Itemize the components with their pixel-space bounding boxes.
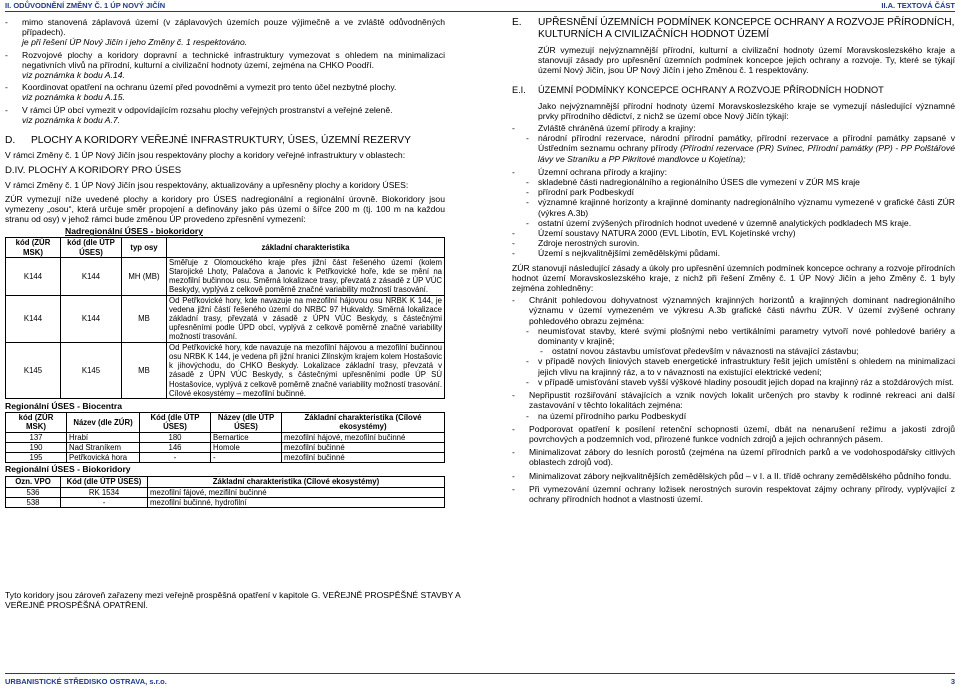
list-item-text: Územní ochrana přírody a krajiny:: [538, 166, 667, 177]
table-cell: 195: [6, 452, 67, 462]
table-row: [6, 257, 445, 295]
list-item: - Minimalizovat zábory nejkvalitnějších zemědělských půd – v I. a II. třídě ochrany zemědělského půdního fondu.: [512, 470, 952, 481]
note: je při řešení ÚP Nový Jičín i jeho Změny č. 1 respektováno.: [22, 37, 248, 48]
list-item-text: Chránit pohledovou dohyvatnost významných krajinných horizontů a krajinných dominant nadregionálního významu v území vymezeném ve výkresu A.3b grafické části návrhu ZÚR. V území zvýšené ochrany pohledového obrazu zejména:: [529, 295, 955, 326]
table-title: Nadregionální ÚSES - biokoridory: [65, 226, 203, 237]
section-number: D.: [5, 135, 16, 147]
footer-rule: [5, 673, 955, 674]
list-item-text: Rozvojové plochy a koridory dopravní a technické infrastruktury vymezovat s ohledem na minimalizaci negativních vlivů na přírodní, kulturní a civilizační hodnoty území, zejména na CHKO Poodří.: [22, 49, 445, 70]
table-cell: K144: [6, 257, 61, 295]
left-column: [5, 17, 445, 508]
list-subitem: - v případě umisťování staveb vyšší výškové hladiny posoudit jejich dopad na krajinný ráz a stoždárových míst.: [526, 376, 954, 387]
table-cell: 146: [140, 442, 211, 452]
footer-company: URBANISTICKÉ STŘEDISKO OSTRAVA, s.r.o.: [5, 677, 167, 686]
table-cell: Petřkovická hora: [67, 452, 140, 462]
list-item-text: Minimalizovat zábory do lesních porostů (zejména na území přírodních parků a ve vodohospodářsky citlivých oblastech zdrojů vod).: [529, 447, 955, 468]
list-subitem-text: národní přírodní rezervace, národní přírodní památky, přírodní rezervace a přírodní památky zapsané v Ústředním seznamu ochrany přírody: [538, 133, 955, 154]
table-header: Název (dle ZÚR): [67, 413, 140, 432]
header-chapter: II. ODŮVODNĚNÍ ZMĚNY Č. 1 ÚP NOVÝ JIČÍN: [5, 1, 166, 10]
right-column: [512, 17, 955, 504]
list-subitem-text: neumisťovat stavby, které svými plošnými nebo vertikálními parametry vytvoří nové pohledové bariéry a dominanty v krajině;: [538, 325, 955, 347]
list-subitem-text: v případě nových liniových staveb energetické infrastruktury řešit jejich umístění s ohledem na minimalizaci jejich vlivu na krajinný ráz, a to v návaznosti na existující elektrické vedení;: [538, 356, 955, 377]
table-cell: MB: [122, 342, 167, 398]
paragraph: Jako nejvýznamnější přírodní hodnoty území Moravskoslezského kraje se vymezují následující významné prvky přírodního dědictví, z nichž se území obce Nový Jičín týkají:: [538, 100, 955, 121]
list-item: - Územní ochrana přírody a krajiny:: [512, 166, 667, 177]
list-subitem-text: v případě umisťování staveb vyšší výškové hladiny posoudit jejich dopad na krajinný ráz a stoždárových míst.: [538, 376, 954, 387]
list-subitem-note: (Přírodní rezervace (PR) Svinec, Přírodní památky (PP) - PP Polštářové lávy ve Straníku a PP Pikritové mandlovce u Kojetína);: [538, 143, 955, 164]
table-row: [6, 487, 445, 497]
table-cell: K145: [61, 342, 122, 398]
list-subitem-text: přírodní park Podbeskydí: [538, 187, 635, 198]
table-cell: 180: [140, 432, 211, 442]
table-row: [6, 442, 445, 452]
table-biocentra: [5, 412, 445, 463]
page-header: [0, 0, 960, 12]
table-header: Kód (dle ÚTP ÚSES): [61, 477, 148, 487]
list-subitem: - přírodní park Podbeskydí: [526, 187, 635, 198]
list-subitem: - v případě nových liniových staveb energetické infrastruktury řešit jejich umístění s ohledem na minimalizaci jejich vlivu na krajinný ráz, a to v návaznosti na existující elektrické vedení;: [526, 356, 955, 377]
section-heading: [5, 135, 445, 147]
list-subitem: - neumisťovat stavby, které svými plošnými nebo vertikálními parametry vytvoří nové pohledové bariéry a dominanty v krajině;: [526, 325, 955, 347]
page-number: 3: [950, 677, 955, 686]
list-subitem: - ostatní novou zástavbu umísťovat především v návaznosti na stávající zástavbu;: [540, 346, 859, 357]
list-item-text: Území s nejkvalitnějšími zemědělskými půdami.: [538, 248, 720, 259]
table-cell: MB: [122, 295, 167, 342]
table-header: Kód (dle ÚTP ÚSES): [140, 413, 211, 432]
table-cell: RK 1534: [61, 487, 148, 497]
list-item: - V rámci ÚP obcí vymezit v odpovídajícím rozsahu plochy veřejných prostranství a veřejné zeleně. viz poznámka k bodu A.7.: [5, 104, 393, 125]
table-cell: 536: [6, 487, 61, 497]
list-subitem-text: významné krajinné horizonty a krajinné dominanty nadregionálního významu vymezené v grafické části ZÚR (výkres A.3b): [538, 197, 955, 218]
list-subitem-text: ostatní novou zástavbu umísťovat především v návaznosti na stávající zástavbu;: [552, 346, 859, 357]
section-number: E.I.: [512, 84, 526, 95]
section-title: ÚZEMNÍ PODMÍNKY KONCEPCE OCHRANY A ROZVOJE PŘÍRODNÍCH HODNOT: [538, 84, 884, 95]
section-heading: [512, 84, 955, 96]
list-item: - Zdroje nerostných surovin.: [512, 238, 640, 249]
list-item: - Při vymezování územní ochrany ložisek nerostných surovin respektovat zájmy ochrany přírody, vyplývající z ochrany přírodních hodnot a vlastnosti území.: [512, 483, 955, 504]
list-item-text: Minimalizovat zábory nejkvalitnějších zemědělských půd – v I. a II. třídě ochrany zemědělského půdního fondu.: [529, 470, 952, 481]
list-subitem: - významné krajinné horizonty a krajinné dominanty nadregionálního významu vymezené v grafické části ZÚR (výkres A.3b): [526, 197, 955, 218]
list-item-text: mimo stanovená záplavová území (v záplavových územích pouze výjimečně a ve zvláště odůvodněných případech).: [22, 17, 445, 38]
table-cell: Od Petřkovické hory, kde navazuje na mezofilní hájovou a mezofilní bučinnou osu NRBK K 144, je vedena při jižní hranici Zlínským krajem kolem Hostašovic k jihovýchodu, do CHKO Beskydy. Lokalizace základní trasy, převzatá v zásadě z ÚPN VÚC Beskydy, s částečnými upřesněními podle ÚP SÚ Hostašovice, vyplývá z celkově poměrně značné variability možností trasování. Cílové ekosystémy – mezofilní bučinné.: [167, 342, 445, 398]
table-header: základní charakteristika: [167, 238, 445, 257]
table-cell: K144: [6, 295, 61, 342]
table-cell: mezofilní hájové, mezofilní bučinné: [282, 432, 445, 442]
list-item: - Nepřipustit rozšiřování stávajících a vznik nových lokalit určených pro stavby k rodinné rekreaci ani další zastavování v těchto lokalitách zejména:: [512, 390, 955, 411]
section-title: PLOCHY A KORIDORY VEŘEJNÉ INFRASTRUKTURY, ÚSES, ÚZEMNÍ REZERVY: [31, 135, 411, 147]
table-cell: mezofilní bučinné: [282, 452, 445, 462]
list-subitem: - skladebné části nadregionálního a regionálního ÚSES dle vymezení v ZÚR MS kraje: [526, 177, 860, 188]
table-cell: Nad Straníkem: [67, 442, 140, 452]
list-item: - Podporovat opatření k posílení retenční schopnosti území, dbát na nenarušení režimu a jakosti zdrojů povrchových a podzemních vod, přirozené funkce vodních zdrojů a jejich ochranných pásem.: [512, 423, 955, 444]
table-title: Regionální ÚSES - Biocentra: [5, 400, 122, 411]
paragraph: ZÚR stanovují následující zásady a úkoly pro upřesnění územních podmínek koncepce ochrany a rozvoje přírodních hodnot území Moravskoslezského kraje, z nichž při řešení Změny č. 1 ÚP Nový Jičín a jeho Změny č. 1 byly zejména zohledněny:: [512, 262, 955, 294]
table-cell: mezofilní bučinné: [282, 442, 445, 452]
table-cell: mezofilní bučinné, hydrofilní: [148, 497, 445, 507]
section-title: UPŘESNĚNÍ ÚZEMNÍCH PODMÍNEK KONCEPCE OCHRANY A ROZVOJE PŘÍRODNÍCH, KULTURNÍCH A CIVILIZAČNÍCH HODNOT ÚZEMÍ: [538, 17, 955, 40]
table-header: kód (ZÚR MSK): [6, 238, 61, 257]
table-cell: -: [140, 452, 211, 462]
table-row: [6, 452, 445, 462]
list-item: - Území soustavy NATURA 2000 (EVL Libotín, EVL Kojetínské vrchy): [512, 228, 796, 239]
list-item: - Chránit pohledovou dohyvatnost významných krajinných horizontů a krajinných dominant nadregionálního významu v území vymezeném ve výkresu A.3b grafické části návrhu ZÚR. V území zvýšené ochrany pohledového obrazu zejména:: [512, 295, 955, 326]
note: viz poznámka k bodu A.15.: [22, 92, 125, 103]
list-item-text: Zvláště chráněná území přírody a krajiny:: [538, 123, 696, 134]
list-item-text: Při vymezování územní ochrany ložisek nerostných surovin respektovat zájmy ochrany přírody, vyplývající z ochrany přírodních hodnot a vlastnosti území.: [529, 483, 955, 504]
list-subitem: - na území přírodního parku Podbeskydí: [526, 410, 687, 421]
table-row: [6, 497, 445, 507]
paragraph: ZÚR vymezují nejvýznamnější přírodní, kulturní a civilizační hodnoty území Moravskoslezského kraje a stanovují zásady pro upřesnění územních podmínek koncepce jejich ochrany a rozvoje. Ty, které se týkají území Nový Jičín, jsou ÚP Nový Jičín i jeho Změnou č. 1 respektovány.: [538, 45, 955, 76]
list-item: - mimo stanovená záplavová území (v záplavových územích pouze výjimečně a ve zvláště odůvodněných případech). je při řešení ÚP Nový Jičín i jeho Změny č. 1 respektováno.: [5, 17, 445, 48]
table-cell: -: [61, 497, 148, 507]
table-cell: K144: [61, 257, 122, 295]
section-number: E.: [512, 17, 522, 28]
table-title: Regionální ÚSES - Biokoridory: [5, 464, 131, 475]
list-item: - Zvláště chráněná území přírody a krajiny:: [512, 123, 696, 134]
table-cell: 137: [6, 432, 67, 442]
subsection-heading: D.IV. PLOCHY A KORIDORY PRO ÚSES: [5, 165, 182, 177]
header-section: II.A. TEXTOVÁ ČÁST: [881, 1, 955, 10]
paragraph: V rámci Změny č. 1 ÚP Nový Jičín jsou respektovány plochy a koridory veřejné infrastruktury v oblastech:: [5, 150, 406, 161]
table-header: typ osy: [122, 238, 167, 257]
list-subitem: - ostatní území zvýšených přírodních hodnot uvedené v územně analytických podkladech MS kraje.: [526, 217, 912, 228]
table-row: [6, 342, 445, 398]
table-row: [6, 432, 445, 442]
list-subitem-text: na území přírodního parku Podbeskydí: [538, 410, 687, 421]
table-cell: Směřuje z Olomouckého kraje přes jižní část řešeného území (kolem Starojické Lhoty, Palačova a Janovic k Petřkovické hoře, kde se mění na mezofilní bučinnou osu. Směrná lokalizace trasy, převzatá z zásadě z ÚP VÚC Beskydy, vyplývá z celkově poměrně značné variability možností trasování.: [167, 257, 445, 295]
table-cell: Homole: [211, 442, 282, 452]
closing-paragraph: Tyto koridory jsou zároveň zařazeny mezi veřejně prospěšná opatření v kapitole G. VEŘEJNĚ PROSPĚŠNÉ STAVBY A VEŘEJNĚ PROSPĚŠNÁ OPATŘENÍ.: [5, 590, 461, 611]
section-heading: [512, 17, 955, 41]
list-item-text: V rámci ÚP obcí vymezit v odpovídajícím rozsahu plochy veřejných prostranství a veřejné zeleně.: [22, 104, 393, 115]
table-cell: Od Petřkovické hory, kde navazuje na mezofilní hájovou osu NRBK K 144, je vedena jižní částí řešeného území do NRBC 97 Hukvaldy. Směrná lokalizace základní trasy, převzatá v zásadě z ÚPN VÚC Beskydy, s částečnými upřesněními podle ÚPD obcí, vyplývá z celkově poměrně značné variability možností trasování.: [167, 295, 445, 342]
table-biokoridory-nadregionalni: [5, 237, 445, 398]
header-rule: [5, 11, 955, 12]
list-subitem-text: ostatní území zvýšených přírodních hodnot uvedené v územně analytických podkladech MS kraje.: [538, 217, 912, 228]
table-header: Základní charakteristika (Cílové ekosystémy): [282, 413, 445, 432]
list-item: - Koordinovat opatření na ochranu území před povodněmi a vymezit pro tento účel nezbytné plochy. viz poznámka k bodu A.15.: [5, 82, 397, 103]
table-header: Ozn. VPO: [6, 477, 61, 487]
table-row: [6, 295, 445, 342]
list-item-text: Území soustavy NATURA 2000 (EVL Libotín, EVL Kojetínské vrchy): [538, 228, 796, 239]
paragraph: V rámci Změny č. 1 ÚP Nový Jičín jsou respektovány, aktualizovány a upřesněny plochy a koridory ÚSES:: [5, 180, 409, 191]
table-cell: 190: [6, 442, 67, 452]
list-item-text: Nepřipustit rozšiřování stávajících a vznik nových lokalit určených pro stavby k rodinné rekreaci ani další zastavování v těchto lokalitách zejména:: [529, 390, 955, 411]
note: viz poznámka k bodu A.14.: [22, 70, 125, 81]
table-cell: MH (MB): [122, 257, 167, 295]
table-header: Název (dle ÚTP ÚSES): [211, 413, 282, 432]
list-item-text: Zdroje nerostných surovin.: [538, 238, 640, 249]
table-cell: mezofilní fájové, mezifilní bučinné: [148, 487, 445, 497]
table-cell: K145: [6, 342, 61, 398]
list-item-text: Podporovat opatření k posílení retenční schopnosti území, dbát na nenarušení režimu a jakosti zdrojů povrchových a podzemních vod, přirozené funkce vodních zdrojů a jejich ochranných pásem.: [529, 423, 955, 444]
table-cell: Hrabí: [67, 432, 140, 442]
table-cell: Bernartice: [211, 432, 282, 442]
table-cell: -: [211, 452, 282, 462]
table-header: Základní charakteristika (Cílové ekosystémy): [148, 477, 445, 487]
list-subitem: - národní přírodní rezervace, národní přírodní památky, přírodní rezervace a přírodní památky zapsané v Ústředním seznamu ochrany přírody (Přírodní rezervace (PR) Svinec, Přírodní památky (PP) - PP Polštářové lávy ve Straníku a PP Pikritové mandlovce u Kojetína);: [526, 133, 955, 164]
list-item: - Území s nejkvalitnějšími zemědělskými půdami.: [512, 248, 720, 259]
list-item-text: Koordinovat opatření na ochranu území před povodněmi a vymezit pro tento účel nezbytné plochy.: [22, 82, 397, 93]
table-header: kód (ZÚR MSK): [6, 413, 67, 432]
list-item: - Rozvojové plochy a koridory dopravní a technické infrastruktury vymezovat s ohledem na minimalizaci negativních vlivů na přírodní, kulturní a civilizační hodnoty území, zejména na CHKO Poodří. viz poznámka k bodu A.14.: [5, 49, 445, 81]
list-item: - Minimalizovat zábory do lesních porostů (zejména na území přírodních parků a ve vodohospodářsky citlivých oblastech zdrojů vod).: [512, 447, 955, 468]
note: viz poznámka k bodu A.7.: [22, 114, 121, 125]
table-cell: 538: [6, 497, 61, 507]
table-header: kód (dle ÚTP ÚSES): [61, 238, 122, 257]
table-biokoridory-regionalni: [5, 476, 445, 508]
table-cell: K144: [61, 295, 122, 342]
list-subitem-text: skladebné části nadregionálního a regionálního ÚSES dle vymezení v ZÚR MS kraje: [538, 177, 860, 188]
paragraph: ZÚR vymezují níže uvedené plochy a koridory pro ÚSES nadregionální a regionální úrovně. Biokoridory jsou vymezeny „osou“, která určuje směr propojení a definovány jako pás území o šířce 200 m (tj. 100 m na každou stranu od osy) v jehož rámci bude změnou ÚP provedeno zpřesnění vymezení:: [5, 193, 445, 225]
